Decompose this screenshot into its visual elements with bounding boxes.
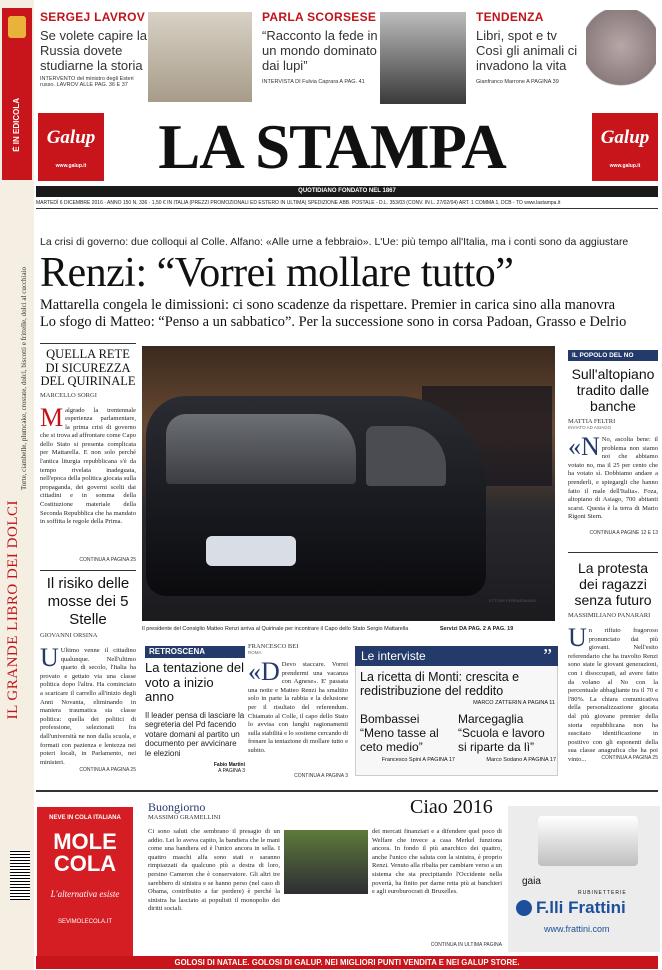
buongiorno-text-1: Ci sono saluti che sembrano il presagio di un addio. Lei lo aveva capito, la bandiera che le mani come una bandiera ed è l'unico ancora in sella. I quattro maschi alfa sono stati o saranno rimpiazzati da qualcuno più a destra di loro, persino Cameron che è conservatore. Gli altri tre sarebbero di sinistra e se hanno perso (nel caso di Obama, contribuito a far perdere) è perché la sinistra ha lasciato ai populisti il monopolio dei diritti sociali. (148, 828, 280, 913)
interview-author: MARCO ZATTERIN A PAGINA 11 (473, 700, 555, 706)
quote-icon: ” (543, 645, 552, 667)
caption-text: Il presidente del Consiglio Matteo Renzi arriva al Quirinale per incontrare il Capo dello Stato Sergio Mattarella (142, 626, 409, 632)
car-window (166, 414, 356, 484)
risiko-text: Ultimo venne il cittadino qualunque. Nell'ultimo quarto di secolo, l'Italia ha provato e gettato via una classe politica dopo l'altra. Ha cominciato a scaricare il carrello all'inizio degli Anni Novanta, eliminando in maniera traumatica sia classe politica: quella dei politici di professione, selezionati fra dall'università ne non dalla scuola, e formati con pazienza e lentezza nei poteri locali, in Parlamento, nei ministeri. (40, 647, 136, 766)
car-image (146, 396, 486, 596)
bei-place: ROMA (248, 650, 262, 655)
servizi: Servizi DA PAG. 2 A PAG. 19 (439, 626, 514, 632)
protesta-byline: MASSIMILIANO PANARARI (568, 612, 651, 619)
bei-article[interactable] (248, 643, 348, 779)
teaser-scorsese[interactable] (262, 10, 467, 105)
molecola-url: SEVIMOLECOLA.IT (57, 919, 112, 925)
scorsese-photo (380, 12, 466, 104)
cat-illustration (586, 10, 656, 100)
buongiorno-byline: MASSIMO GRAMELLINI (148, 814, 221, 821)
galup-logo: Galup (600, 127, 650, 148)
asiago-text: No, ascolta bene: il problema non siamo noi che abbiamo votato no, ma il 25 per cento che ha votato sì. Dobbiamo andare a prenderli, e spiegargli che hanno fatto il male dell'Italia». Foza, altopiano di Asiago, 700 abitanti scarsi. Questa è la terra di Mario Rigoni Stern. (568, 436, 658, 521)
bei-byline: FRANCESCO BEI (248, 643, 299, 650)
teaser-tendenza[interactable] (476, 10, 658, 105)
buongiorno-title[interactable]: Buongiorno (148, 800, 206, 814)
edicola-label: È IN EDICOLA (12, 98, 21, 152)
teaser-note: Gianfranco Marrone A PAGINA 39 (476, 79, 559, 85)
editorial-sorgi[interactable] (40, 348, 136, 563)
galup-ad-right[interactable] (592, 113, 658, 181)
retroscena-label: RETROSCENA (145, 646, 245, 658)
buongiorno-cont: CONTINUA IN ULTIMA PAGINA (430, 942, 502, 948)
interview-bombassei[interactable] (360, 712, 455, 763)
protesta-article[interactable] (568, 560, 658, 761)
interview-author: Francesco Spini A PAGINA 17 (381, 757, 455, 763)
interview-author: Marco Sodano A PAGINA 17 (486, 757, 556, 763)
risiko-body (40, 643, 136, 767)
libro-list: Torte, ciambelle, plumcake, crostate, dolci, biscotti e frittelle, dolci al cucchiaio (20, 266, 28, 490)
photo-credit: ETTORE FERRARI/ANSA (489, 598, 536, 603)
dropcap: U (40, 643, 59, 672)
editorial-byline: MARCELLO SORGI (40, 391, 97, 399)
asiago-body (568, 432, 658, 530)
frattini-label: gaia (522, 876, 541, 887)
teaser-title: SERGEJ LAVROV (40, 10, 146, 24)
teaser-title: TENDENZA (476, 10, 544, 24)
editorial-body (40, 402, 136, 557)
teaser-text: Se volete capire la Russia dovete studiarne la storia (40, 28, 147, 73)
retroscena-author (145, 762, 245, 774)
section-label: IL POPOLO DEL NO (568, 350, 658, 361)
asiago-byline: MATTIA FELTRI (568, 418, 616, 425)
molecola-top: NEVE IN COLA ITALIANA (49, 815, 121, 821)
asiago-title: Sull'altopiano tradito dalle banche (571, 366, 655, 414)
bottom-separator (36, 790, 658, 792)
molecola-ad[interactable] (37, 807, 133, 957)
teaser-note: INTERVENTO del ministro degli Esteri russo. LAVROV ALLE PAG. 36 E 37 (40, 76, 134, 88)
molecola-brand: MOLE COLA (53, 829, 117, 876)
book-icon (8, 16, 26, 38)
subhead-line: Lo sfogo di Matteo: “Penso a un sabbatico”. Per la successione sono in corsa Padoan, Grasso e Delrio (40, 314, 627, 330)
editorial-title: QUELLA RETE DI SICUREZZA DEL QUIRINALE (40, 347, 136, 388)
barcode (10, 850, 30, 900)
teaser-text: “Racconto la fede in un mondo dominato dai lupi” (262, 28, 378, 73)
quote-mark: «N (568, 432, 600, 461)
car-headlight (206, 536, 296, 566)
interview-marcegaglia[interactable] (458, 712, 556, 763)
galup-logo: Galup (46, 127, 96, 148)
galup-url: www.galup.it (55, 163, 87, 169)
faucet-image (538, 816, 638, 866)
frattini-ad[interactable] (508, 806, 660, 952)
subhead-line: Mattarella congela le dimissioni: ci sono scadenze da rispettare. Premier in carica sino alla manovra (40, 297, 616, 313)
asiago-article[interactable] (568, 366, 658, 536)
bei-text: Devo staccare. Vorrei prendermi una vacanza con Agnese». E' passata una notte e Matteo Renzi ha smaltito solo in parte la rabbia e la delusione per il risultato del referendum. Chiamato al Colle, il capo dello Stato lo avvisa con lunghi ragionamenti sulla stabilità e lo sostiene cercando di frenare la tentazione di mollare tutto e subito. (248, 661, 348, 754)
risiko-title: Il risiko delle mosse dei 5 Stelle (46, 575, 130, 628)
bei-body (248, 657, 348, 773)
masthead-title[interactable]: LA STAMPA (158, 112, 506, 182)
lead-headline[interactable]: Renzi: “Vorrei mollare tutto” (40, 250, 514, 296)
risiko-byline: GIOVANNI ORSINA (40, 632, 98, 639)
lead-kicker: La crisi di governo: due colloqui al Colle. Alfano: «Alle urne a febbraio». L'Ue: più tempo all'Italia, ma i conti sono da aggiustare (40, 236, 629, 248)
protesta-title: La protesta dei ragazzi senza futuro (574, 560, 652, 608)
dropcap: M (40, 402, 64, 432)
leaders-photo (284, 830, 368, 894)
frattini-brand: F.lli Frattini (536, 898, 626, 917)
interview-title: Bombassei “Meno tasse al ceto medio” (360, 712, 439, 754)
interview-title: Marcegaglia “Scuola e lavoro si riparte da lì” (458, 712, 545, 754)
teaser-note: INTERVISTA DI Fulvia Caprara A PAG. 41 (262, 79, 365, 85)
dropcap: U (568, 623, 587, 652)
galup-ad-left[interactable] (38, 113, 104, 181)
libro-title: IL GRANDE LIBRO DEI DOLCI (5, 500, 21, 720)
dateline: MARTEDÌ 6 DICEMBRE 2016 · ANNO 150 N. 336 · 1,50 € IN ITALIA (PREZZI PROMOZIONALI ED ESTERO IN ULTIMA) SPEDIZIONE ABB. POSTALE - D.L. 353/03 (CONV. IN L. 27/02/04) ART. 1 COMMA 1, DCB - TO www.lastampa.it (36, 199, 658, 209)
asiago-role: INVIATO AD ASIAGO (568, 425, 612, 430)
buongiorno-text-2: dei mercati finanziari e a difendere quel poco di Welfare che invece a casa Merkel funziona ancora. In fondo il più anarchico dei quattro, anche l'unico che saluta con la sinistra, è proprio Renzi. Venuto alla ribalta per cambiare verso a un sistema che sta precipitando l'Occidente nella povertà, ha finito per darne retta più ai banchieri e agli euroburocrati di Bruxelles. (372, 828, 502, 896)
tagline: QUOTIDIANO FONDATO NEL 1867 (36, 186, 658, 197)
bei-cont: CONTINUA A PAGINA 3 (294, 773, 348, 779)
buongiorno-ciao: Ciao 2016 (410, 796, 493, 818)
author-page: A PAGINA 3 (218, 768, 245, 774)
frattini-sub: RUBINETTERIE (578, 890, 627, 896)
editorial-cont: CONTINUA A PAGINA 25 (79, 556, 136, 563)
interviste-header (355, 646, 558, 666)
protesta-text: n rifiuto fragoroso pronunciato dai più giovani. Nell'esito referendario che ha travolto Renzi sono state le giovani generazioni, con i disoccupati, ad avere fatto da volano al No con la percentuale abbagliante tra il 70 e l'80%. La chiara comunicativa della personalizzazione giocata dal più giovane premier della storia repubblicana non ha suscitato identificazione in positivo con gli esponenti della sua classe anagrafica che ha poi vinto... (568, 627, 658, 763)
protesta-cont: CONTINUA A PAGINA 25 (601, 755, 658, 761)
frattini-url: www.frattini.com (544, 924, 610, 934)
quote-mark: «D (248, 657, 280, 686)
teaser-title: PARLA SCORSESE (262, 10, 377, 24)
teaser-text: Libri, spot e tv Così gli animali ci invadono la vita (476, 28, 578, 73)
editorial-text: algrado la trentennale esperienza parlamentare, la prima crisi di governo che si trova ad affrontare come Capo dello Stato si presenta complicata per Mattarella. E non solo perché l'antica liturgia repubblicana s'è da tempo rivelata inadeguata, nell'epoca della politica giocata sulla propaganda, dei governi scelti dai cittadini e in somma della Costituzione materiale della Seconda Repubblica che ha mandato in soffitta le regole della Prima. (40, 406, 136, 526)
retroscena-text: Il leader pensa di lasciare la segreteria del Pd facendo votare domani al partito un documento per avvicinare le elezioni (145, 710, 245, 758)
car-window (366, 426, 446, 486)
painting-image (148, 12, 252, 102)
edicola-badge (2, 8, 32, 180)
retroscena-title: La tentazione del voto a inizio anno (145, 660, 245, 704)
asiago-cont: CONTINUA A PAGINE 12 E 13 (589, 530, 658, 536)
photo-caption (142, 626, 562, 632)
frattini-logo-icon (516, 900, 532, 916)
risiko-article[interactable] (40, 575, 136, 773)
molecola-tag: L'alternativa esiste (50, 889, 120, 899)
interviste-label: Le interviste (361, 649, 426, 663)
galup-url: www.galup.it (609, 163, 641, 169)
interview-title: La ricetta di Monti: crescita e redistribuzione del reddito (360, 670, 520, 698)
retroscena-article[interactable] (145, 661, 245, 774)
teaser-lavrov[interactable] (40, 10, 255, 105)
author-name: Fabio Martini (213, 762, 245, 768)
risiko-cont: CONTINUA A PAGINA 25 (79, 767, 136, 773)
bottom-banner[interactable]: GOLOSI DI NATALE. GOLOSI DI GALUP. NEI MIGLIORI PUNTI VENDITA E NEI GALUP STORE. (36, 956, 658, 969)
interview-monti[interactable] (360, 670, 555, 706)
lead-subhead (40, 297, 660, 331)
